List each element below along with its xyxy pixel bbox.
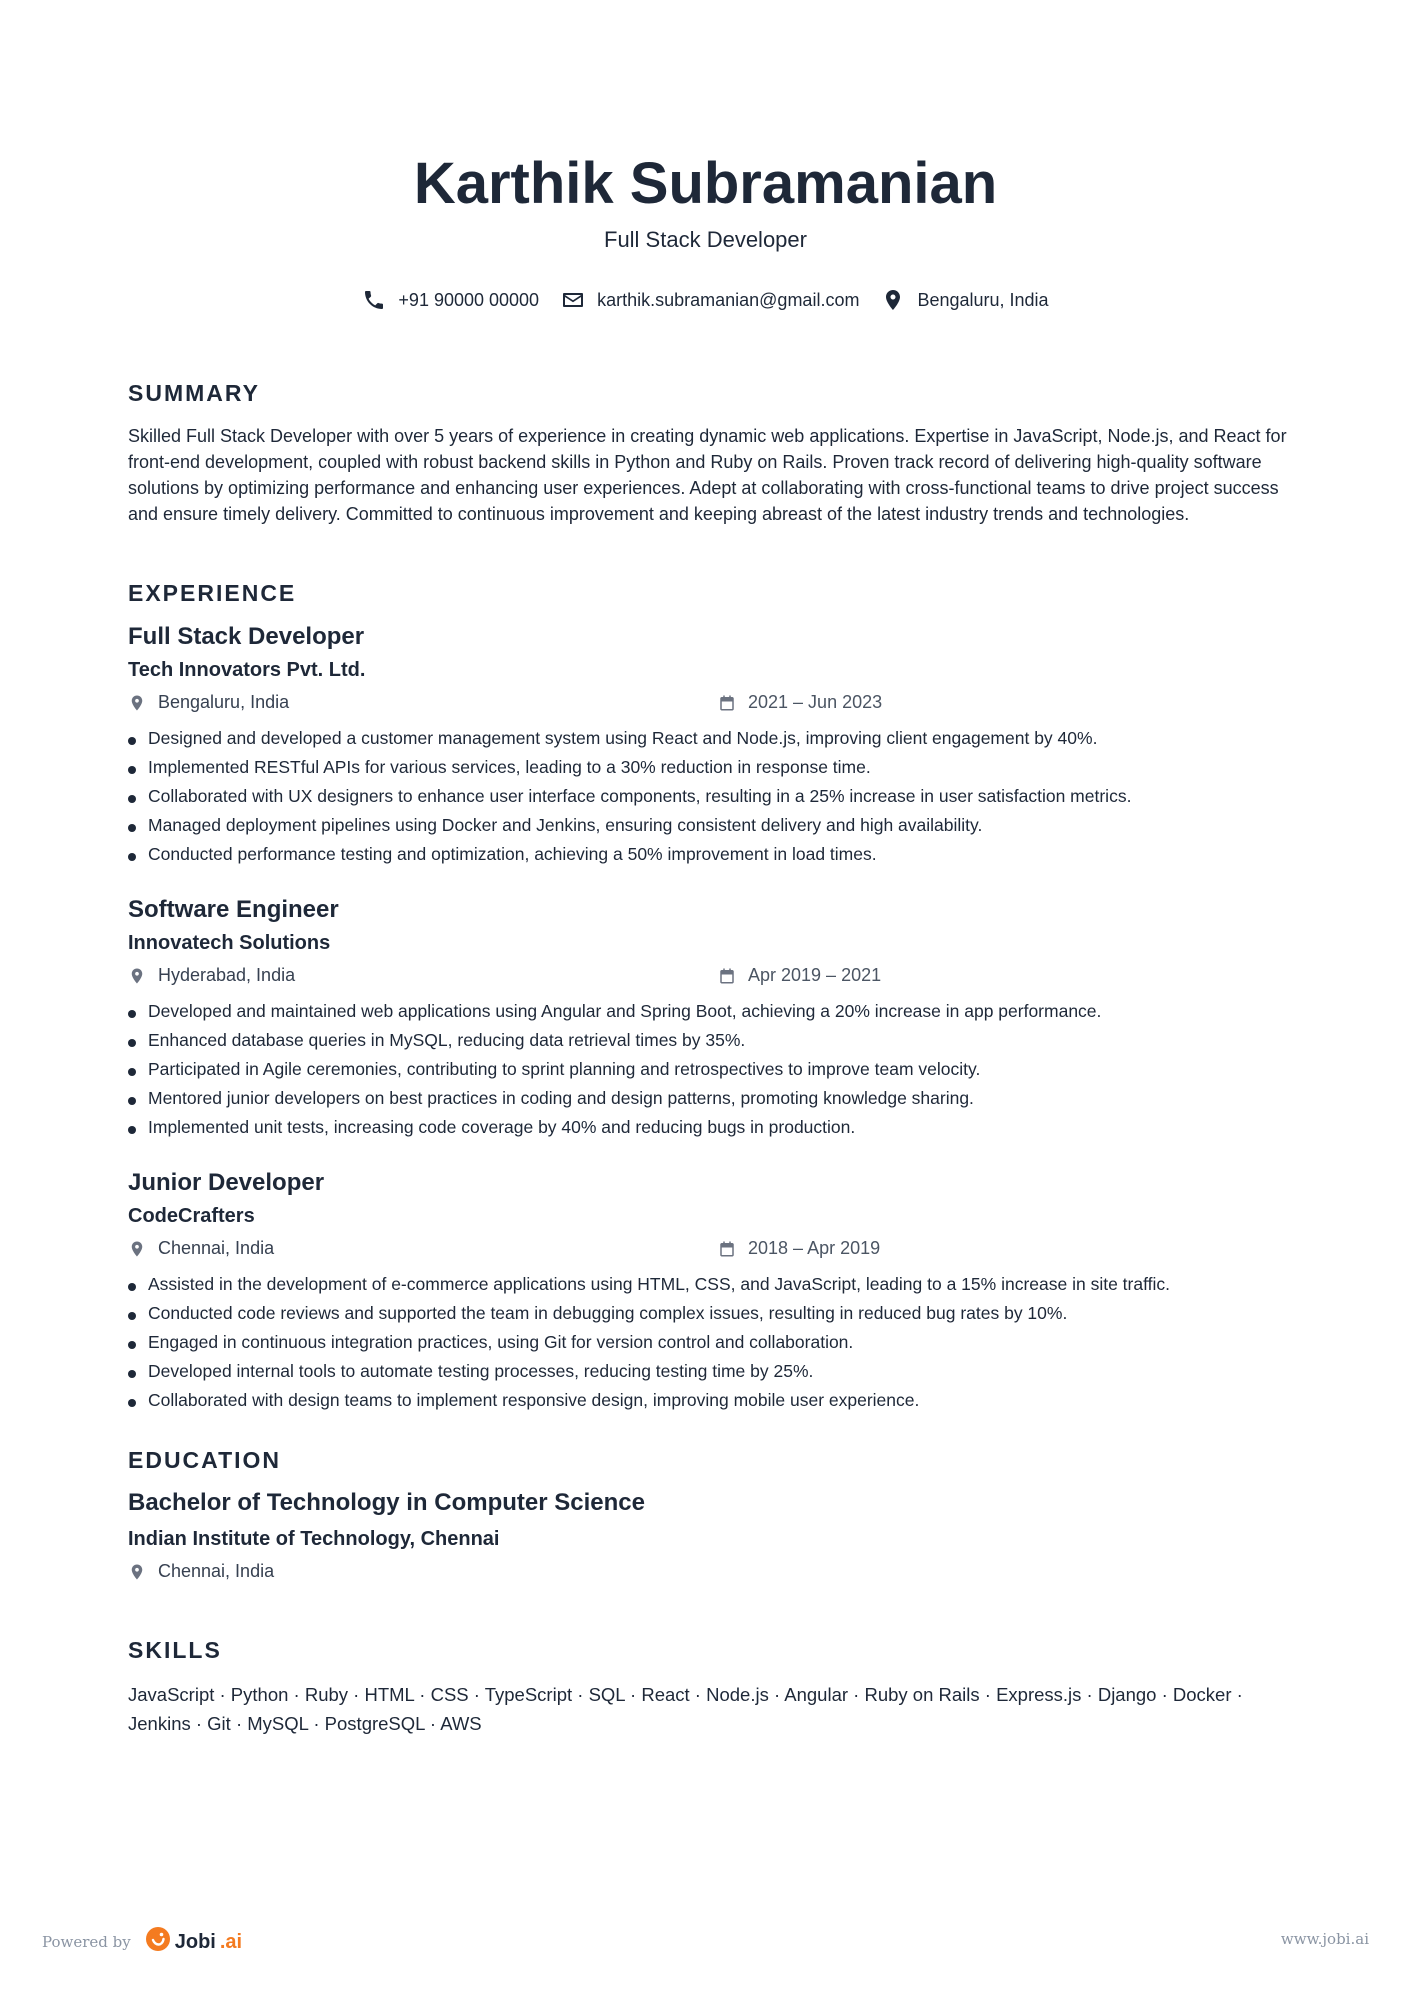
list-item: Developed and maintained web applications using Angular and Spring Boot, achieving a 20% increase in app performance.	[128, 997, 1288, 1026]
jobi-logo-icon	[145, 1926, 171, 1958]
job-entry	[128, 620, 1288, 869]
experience-heading: EXPERIENCE	[128, 580, 297, 606]
job-title: Full Stack Developer	[128, 623, 365, 650]
contact-phone	[362, 288, 539, 312]
list-item: Participated in Agile ceremonies, contributing to sprint planning and retrospectives to improve team velocity.	[128, 1055, 1288, 1084]
contact-row	[0, 288, 1411, 312]
list-item: Enhanced database queries in MySQL, reducing data retrieval times by 35%.	[128, 1026, 1288, 1055]
job-dates	[718, 692, 882, 713]
skills-heading: SKILLS	[128, 1637, 222, 1663]
job-meta	[128, 1232, 1288, 1270]
job-entry	[128, 1166, 1288, 1415]
list-item: Conducted code reviews and supported the team in debugging complex issues, resulting in reduced bug rates by 10%.	[128, 1299, 1288, 1328]
bullet-dot	[128, 1312, 136, 1320]
degree-title: Bachelor of Technology in Computer Science	[128, 1489, 645, 1516]
list-item: Assisted in the development of e-commerce applications using HTML, CSS, and JavaScript, leading to a 15% increase in site traffic.	[128, 1270, 1288, 1299]
location-pin-icon	[128, 1240, 146, 1258]
list-item: Engaged in continuous integration practices, using Git for version control and collaboration.	[128, 1328, 1288, 1357]
calendar-icon	[718, 694, 736, 712]
bullet-dot	[128, 1097, 136, 1105]
job-meta	[128, 686, 1288, 724]
education-location-text: Chennai, India	[158, 1561, 275, 1581]
list-item: Designed and developed a customer management system using React and Node.js, improving client engagement by 40%.	[128, 724, 1288, 753]
candidate-title: Full Stack Developer	[604, 227, 807, 252]
footer-site-link[interactable]: www.jobi.ai	[1280, 1930, 1369, 1948]
bullet-dot	[128, 737, 136, 745]
bullet-dot	[128, 1010, 136, 1018]
job-bullets	[128, 997, 1288, 1142]
list-item: Mentored junior developers on best practices in coding and design patterns, promoting knowledge sharing.	[128, 1084, 1288, 1113]
list-item: Conducted performance testing and optimization, achieving a 50% improvement in load times.	[128, 840, 1288, 869]
email-text: karthik.subramanian@gmail.com	[597, 289, 860, 310]
job-location-text: Bengaluru, India	[158, 692, 290, 712]
job-entry	[128, 893, 1288, 1142]
skills-text: JavaScript · Python · Ruby · HTML · CSS · TypeScript · SQL · React · Node.js · Angular · Ruby on Rails · Express.js · Django · Docker · Jenkins · Git · MySQL · PostgreSQL · AWS	[128, 1684, 1243, 1734]
calendar-icon	[718, 967, 736, 985]
location-pin-icon	[128, 967, 146, 985]
list-item: Developed internal tools to automate testing processes, reducing testing time by 25%.	[128, 1357, 1288, 1386]
job-title: Software Engineer	[128, 896, 339, 923]
bullet-dot	[128, 1126, 136, 1134]
education-heading: EDUCATION	[128, 1447, 282, 1473]
job-title: Junior Developer	[128, 1169, 325, 1196]
brand-suffix: .ai	[219, 1930, 243, 1953]
job-location	[128, 965, 295, 986]
bullet-dot	[128, 1370, 136, 1378]
job-dates-text: 2018 – Apr 2019	[748, 1238, 881, 1258]
list-item: Managed deployment pipelines using Docker and Jenkins, ensuring consistent delivery and high availability.	[128, 811, 1288, 840]
job-bullets	[128, 1270, 1288, 1415]
bullet-dot	[128, 795, 136, 803]
location-pin-icon	[128, 694, 146, 712]
job-meta	[128, 959, 1288, 997]
summary-text: Skilled Full Stack Developer with over 5 years of experience in creating dynamic web applications. Expertise in JavaScript, Node.js, and React for front-end development, coupled with robust backend skills in Python and Ruby on Rails. Proven track record of delivering high-quality software solutions by optimizing performance and enhancing user experiences. Adept at collaborating with cross-functional teams to drive project success and ensure timely delivery. Committed to continuous improvement and keeping abreast of the latest industry trends and technologies.	[128, 426, 1287, 524]
education-location	[128, 1561, 274, 1582]
candidate-name: Karthik Subramanian	[413, 151, 998, 216]
bullet-dot	[128, 1341, 136, 1349]
location-pin-icon	[881, 288, 905, 312]
job-location	[128, 1238, 274, 1259]
footer-powered-by	[42, 1926, 242, 1958]
job-dates-text: 2021 – Jun 2023	[748, 692, 883, 712]
job-dates-text: Apr 2019 – 2021	[748, 965, 882, 985]
bullet-dot	[128, 1039, 136, 1047]
brand-name: Jobi	[174, 1930, 216, 1953]
job-location-text: Hyderabad, India	[158, 965, 296, 985]
location-text: Bengaluru, India	[917, 289, 1049, 310]
email-icon	[561, 288, 585, 312]
job-company: CodeCrafters	[128, 1205, 255, 1227]
calendar-icon	[718, 1240, 736, 1258]
job-dates	[718, 965, 881, 986]
job-location	[128, 692, 289, 713]
phone-text: +91 90000 00000	[398, 289, 540, 310]
list-item: Implemented unit tests, increasing code coverage by 40% and reducing bugs in production.	[128, 1113, 1288, 1142]
bullet-dot	[128, 1068, 136, 1076]
job-company: Innovatech Solutions	[128, 932, 331, 954]
bullet-dot	[128, 1283, 136, 1291]
job-location-text: Chennai, India	[158, 1238, 275, 1258]
location-pin-icon	[128, 1563, 146, 1581]
bullet-dot	[128, 1399, 136, 1407]
contact-email	[561, 288, 859, 312]
bullet-dot	[128, 853, 136, 861]
jobi-logo[interactable]	[145, 1926, 242, 1958]
phone-icon	[362, 288, 386, 312]
school-name: Indian Institute of Technology, Chennai	[128, 1528, 500, 1550]
education-entry	[128, 1486, 1288, 1593]
bullet-dot	[128, 824, 136, 832]
contact-location	[881, 288, 1048, 312]
list-item: Collaborated with design teams to implement responsive design, improving mobile user experience.	[128, 1386, 1288, 1415]
list-item: Collaborated with UX designers to enhance user interface components, resulting in a 25% increase in user satisfaction metrics.	[128, 782, 1288, 811]
job-company: Tech Innovators Pvt. Ltd.	[128, 659, 366, 681]
summary-heading: SUMMARY	[128, 380, 260, 406]
education-meta	[128, 1555, 1288, 1593]
powered-by-text: Powered by	[42, 1933, 131, 1951]
job-dates	[718, 1238, 880, 1259]
bullet-dot	[128, 766, 136, 774]
list-item: Implemented RESTful APIs for various services, leading to a 30% reduction in response time.	[128, 753, 1288, 782]
job-bullets	[128, 724, 1288, 869]
